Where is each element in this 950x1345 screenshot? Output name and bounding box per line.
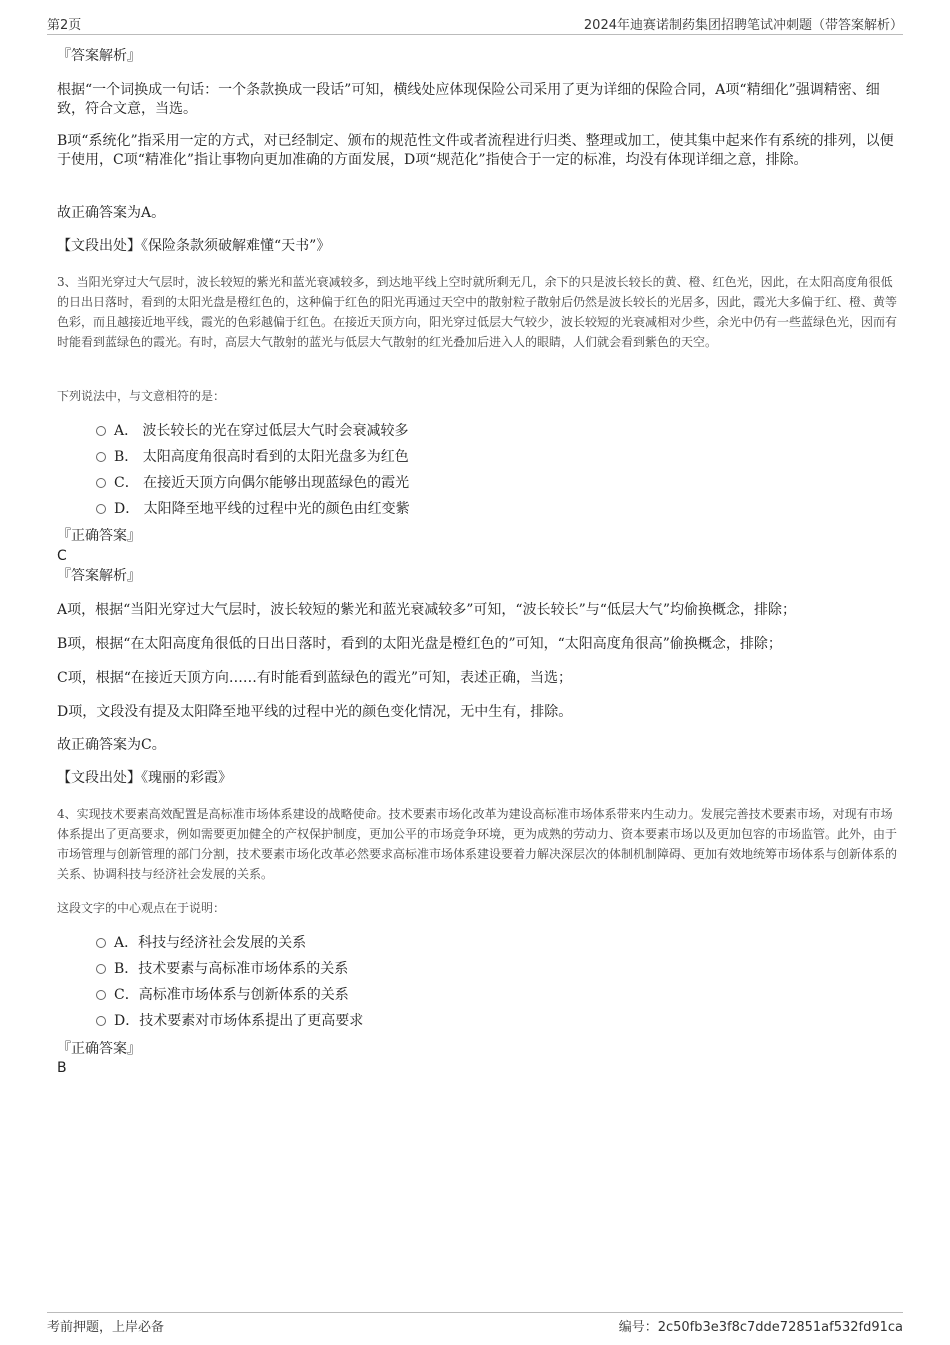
q3-conclusion: 故正确答案为C。 xyxy=(57,737,166,753)
q3-analysis-label: 『答案解析』 xyxy=(57,568,141,584)
q3-option-b[interactable]: B． 太阳高度角很高时看到的太阳光盘多为红色 xyxy=(96,447,409,467)
q4-answer: B xyxy=(57,1060,67,1076)
radio-icon xyxy=(96,426,106,436)
page-number: 第2页 xyxy=(47,18,82,33)
q3-answer-label: 『正确答案』 xyxy=(57,528,141,544)
radio-icon xyxy=(96,938,106,948)
q4-option-a[interactable]: A．科技与经济社会发展的关系 xyxy=(96,933,306,953)
q2-analysis-label: 『答案解析』 xyxy=(57,48,141,64)
q4-answer-label: 『正确答案』 xyxy=(57,1041,141,1057)
q2-analysis-paragraph-1: 根据“一个词换成一句话：一个条款换成一段话”可知，横线处应体现保险公司采用了更为详细的保险合同，A项“精细化”强调精密、细致，符合文意，当选。 xyxy=(57,82,880,117)
footer-slogan: 考前押题，上岸必备 xyxy=(47,1320,165,1335)
q3-option-d[interactable]: D． 太阳降至地平线的过程中光的颜色由红变紫 xyxy=(96,499,410,519)
radio-icon xyxy=(96,478,106,488)
document-title: 2024年迪赛诺制药集团招聘笔试冲刺题（带答案解析） xyxy=(583,18,903,33)
q2-source: 【文段出处】《保险条款须破解难懂“天书”》 xyxy=(57,238,331,254)
q3-analysis-b: B项，根据“在太阳高度角很低的日出日落时，看到的太阳光盘是橙红色的”可知，“太阳高度角很高”偷换概念，排除； xyxy=(57,636,782,652)
q3-analysis-c: C项，根据“在接近天顶方向……有时能看到蓝绿色的霞光”可知，表述正确，当选； xyxy=(57,670,573,686)
q3-passage: 3、当阳光穿过大气层时，波长较短的紫光和蓝光衰减较多，到达地平线上空时就所剩无几，余下的只是波长较长的黄、橙、红色光，因此，在太阳高度角很低的日出日落时，看到的太阳光盘是橙红色的，这种偏于红色的阳光再通过天空中的散射粒子散射后仍然是波长较长的光居多，因此，霞光大多偏于红、橙、黄等色彩，而且越接近地平线，霞光的色彩越偏于红色。在接近天顶方向，阳光穿过低层大气较少，波长较短的光衰减相对少些，余光中仍有一些蓝绿色光，因而有时能看到蓝绿色的霞光。有时，高层大气散射的蓝光与低层大气散射的红光叠加后进入人的眼睛，人们就会看到紫色的天空。 xyxy=(57,275,898,349)
radio-icon xyxy=(96,504,106,514)
q4-question: 这段文字的中心观点在于说明： xyxy=(57,901,226,915)
q2-analysis-paragraph-2: B项“系统化”指采用一定的方式，对已经制定、颁布的规范性文件或者流程进行归类、整理或加工，使其集中起来作有系统的排列，以便于使用，C项“精准化”指让事物向更加准确的方面发展，D项“规范化”指使合于一定的标准，均没有体现详细之意，排除。 xyxy=(57,133,894,168)
q4-option-c[interactable]: C．高标准市场体系与创新体系的关系 xyxy=(96,985,349,1005)
page-header xyxy=(47,14,903,35)
q3-question: 下列说法中，与文意相符的是： xyxy=(57,389,226,403)
radio-icon xyxy=(96,1016,106,1026)
q2-conclusion: 故正确答案为A。 xyxy=(57,205,166,221)
q3-source: 【文段出处】《瑰丽的彩霞》 xyxy=(57,770,232,786)
q4-passage: 4、实现技术要素高效配置是高标准市场体系建设的战略使命。技术要素市场化改革为建设高标准市场体系带来内生动力。发展完善技术要素市场，对现有市场体系提出了更高要求，例如需要更加健全的产权保护制度，更加公平的市场竞争环境，更为成熟的劳动力、资本要素市场以及更加包容的市场监管。此外，由于市场管理与创新管理的部门分割，技术要素市场化改革必然要求高标准市场体系建设要着力解决深层次的体制机制障碍、更加有效地统筹市场体系与创新体系的关系、协调科技与经济社会发展的关系。 xyxy=(57,807,898,881)
q3-analysis-a: A项，根据“当阳光穿过大气层时，波长较短的紫光和蓝光衰减较多”可知，“波长较长”与“低层大气”均偷换概念，排除； xyxy=(57,602,797,618)
document-id: 编号：2c50fb3e3f8c7dde72851af532fd91ca xyxy=(618,1320,903,1335)
radio-icon xyxy=(96,964,106,974)
page-footer xyxy=(47,1312,903,1335)
q4-option-d[interactable]: D．技术要素对市场体系提出了更高要求 xyxy=(96,1011,363,1031)
q4-option-b[interactable]: B．技术要素与高标准市场体系的关系 xyxy=(96,959,348,979)
radio-icon xyxy=(96,452,106,462)
radio-icon xyxy=(96,990,106,1000)
q3-answer: C xyxy=(57,548,67,564)
q3-analysis-d: D项，文段没有提及太阳降至地平线的过程中光的颜色变化情况，无中生有，排除。 xyxy=(57,704,573,720)
q3-option-a[interactable]: A． 波长较长的光在穿过低层大气时会衰减较多 xyxy=(96,421,409,441)
q3-option-c[interactable]: C． 在接近天顶方向偶尔能够出现蓝绿色的霞光 xyxy=(96,473,409,493)
